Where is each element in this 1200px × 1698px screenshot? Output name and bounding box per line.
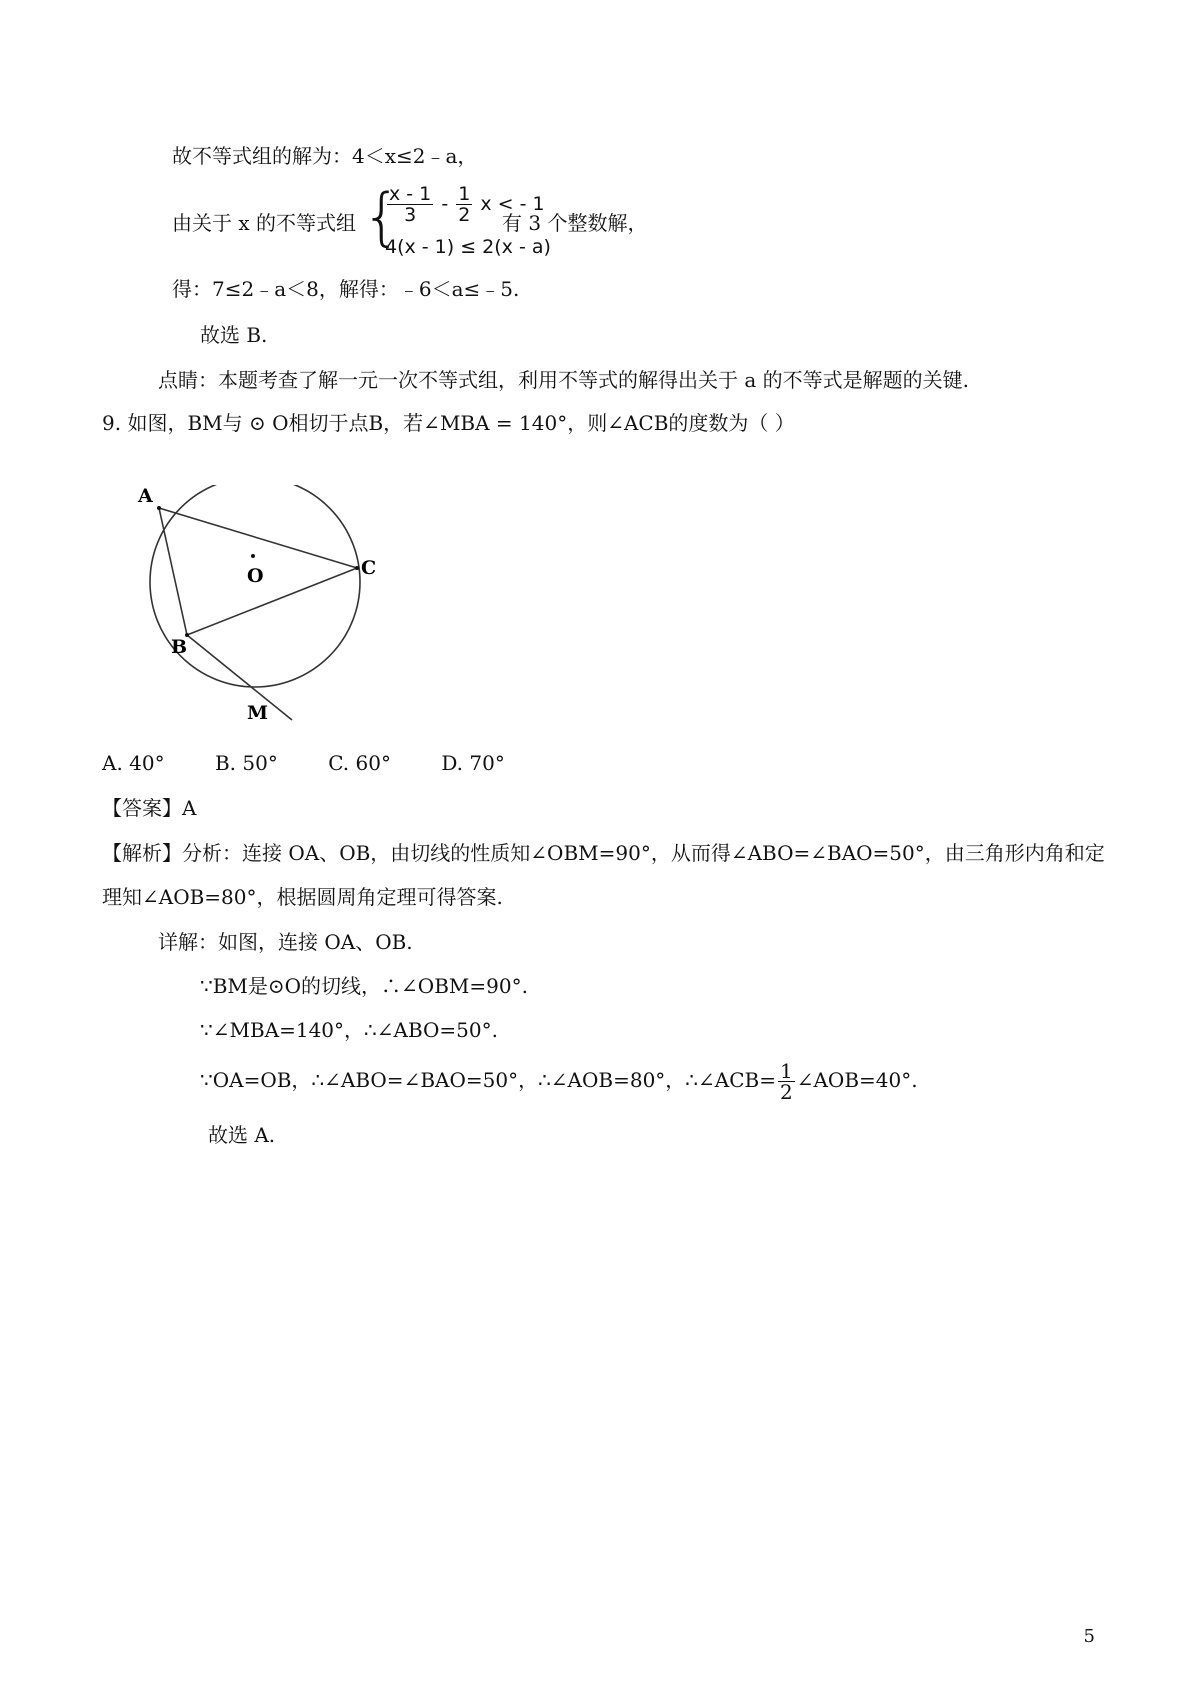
label-b: B xyxy=(171,636,188,658)
fraction-one-half: $\frac{1}{2}$ xyxy=(779,1059,793,1104)
system-row-2: 4(x - 1) ≤ 2(x - a) xyxy=(385,236,551,258)
fraction-1-over-2: $\frac{1}{2}$ xyxy=(458,183,471,226)
segment-ab xyxy=(159,508,187,635)
point-c-dot xyxy=(355,566,359,570)
segment-ac xyxy=(159,508,357,568)
system-row-1: $\frac{x - 1}{3}$ - $\frac{1}{2}$ x < - 1 xyxy=(389,183,545,226)
point-a-dot xyxy=(157,506,161,510)
analysis-label: 【解析】 xyxy=(102,841,182,865)
solution-line-2-suffix: 有 3 个整数解， xyxy=(502,211,648,235)
system-brace: { xyxy=(362,180,402,253)
detail-step-3: ∵OA=OB，∴∠ABO=∠BAO=50°，∴∠AOB=80°，∴∠ACB= $\frac{1}{2}$ ∠AOB=40°. xyxy=(200,1059,918,1104)
label-m: M xyxy=(247,702,269,724)
detail-step-1: ∵BM是⊙O的切线，∴∠OBM=90°. xyxy=(200,974,528,998)
segment-bc xyxy=(187,568,357,635)
detail-intro: 详解：如图，连接 OA、OB. xyxy=(158,930,413,954)
solution-comment: 点睛：本题考查了解一元一次不等式组，利用不等式的解得出关于 a 的不等式是解题的关键. xyxy=(158,368,969,392)
solution-line-4: 故选 B. xyxy=(200,323,268,347)
solution-line-2-prefix: 由关于 x 的不等式组 xyxy=(172,211,356,235)
tangent-bm xyxy=(187,635,292,720)
circle-tangent-figure xyxy=(135,485,415,730)
page-number: 5 xyxy=(1083,1626,1095,1647)
label-o: O xyxy=(247,565,264,587)
solution-line-1: 故不等式组的解为：4＜x≤2﹣a， xyxy=(172,144,478,168)
choice-c: C. 60° xyxy=(328,751,391,775)
center-dot xyxy=(251,554,255,558)
label-a: A xyxy=(138,485,153,507)
analysis-line-1 xyxy=(102,840,1105,866)
answer-line: 【答案】A xyxy=(102,796,197,820)
question-9-stem: 9. 如图，BM与 ⊙ O相切于点B，若∠MBA = 140°，则∠ACB的度数为（ ） xyxy=(102,411,795,435)
analysis-text: 分析：连接 OA、OB，由切线的性质知∠OBM=90°，从而得∠ABO=∠BAO=50°，由三角形内角和定 xyxy=(182,841,1105,865)
label-c: C xyxy=(361,557,377,579)
detail-conclusion: 故选 A. xyxy=(208,1123,276,1147)
solution-line-3: 得：7≤2﹣a＜8，解得：﹣6＜a≤﹣5. xyxy=(172,277,520,301)
detail-step-2: ∵∠MBA=140°，∴∠ABO=50°. xyxy=(200,1018,498,1042)
choice-a: A. 40° xyxy=(102,751,165,775)
analysis-line-2: 理知∠AOB=80°，根据圆周角定理可得答案. xyxy=(102,885,503,909)
answer-choices xyxy=(102,750,549,776)
fraction-x-minus-1-over-3: $\frac{x - 1}{3}$ xyxy=(389,183,432,226)
choice-b: B. 50° xyxy=(214,751,278,775)
choice-d: D. 70° xyxy=(441,751,505,775)
